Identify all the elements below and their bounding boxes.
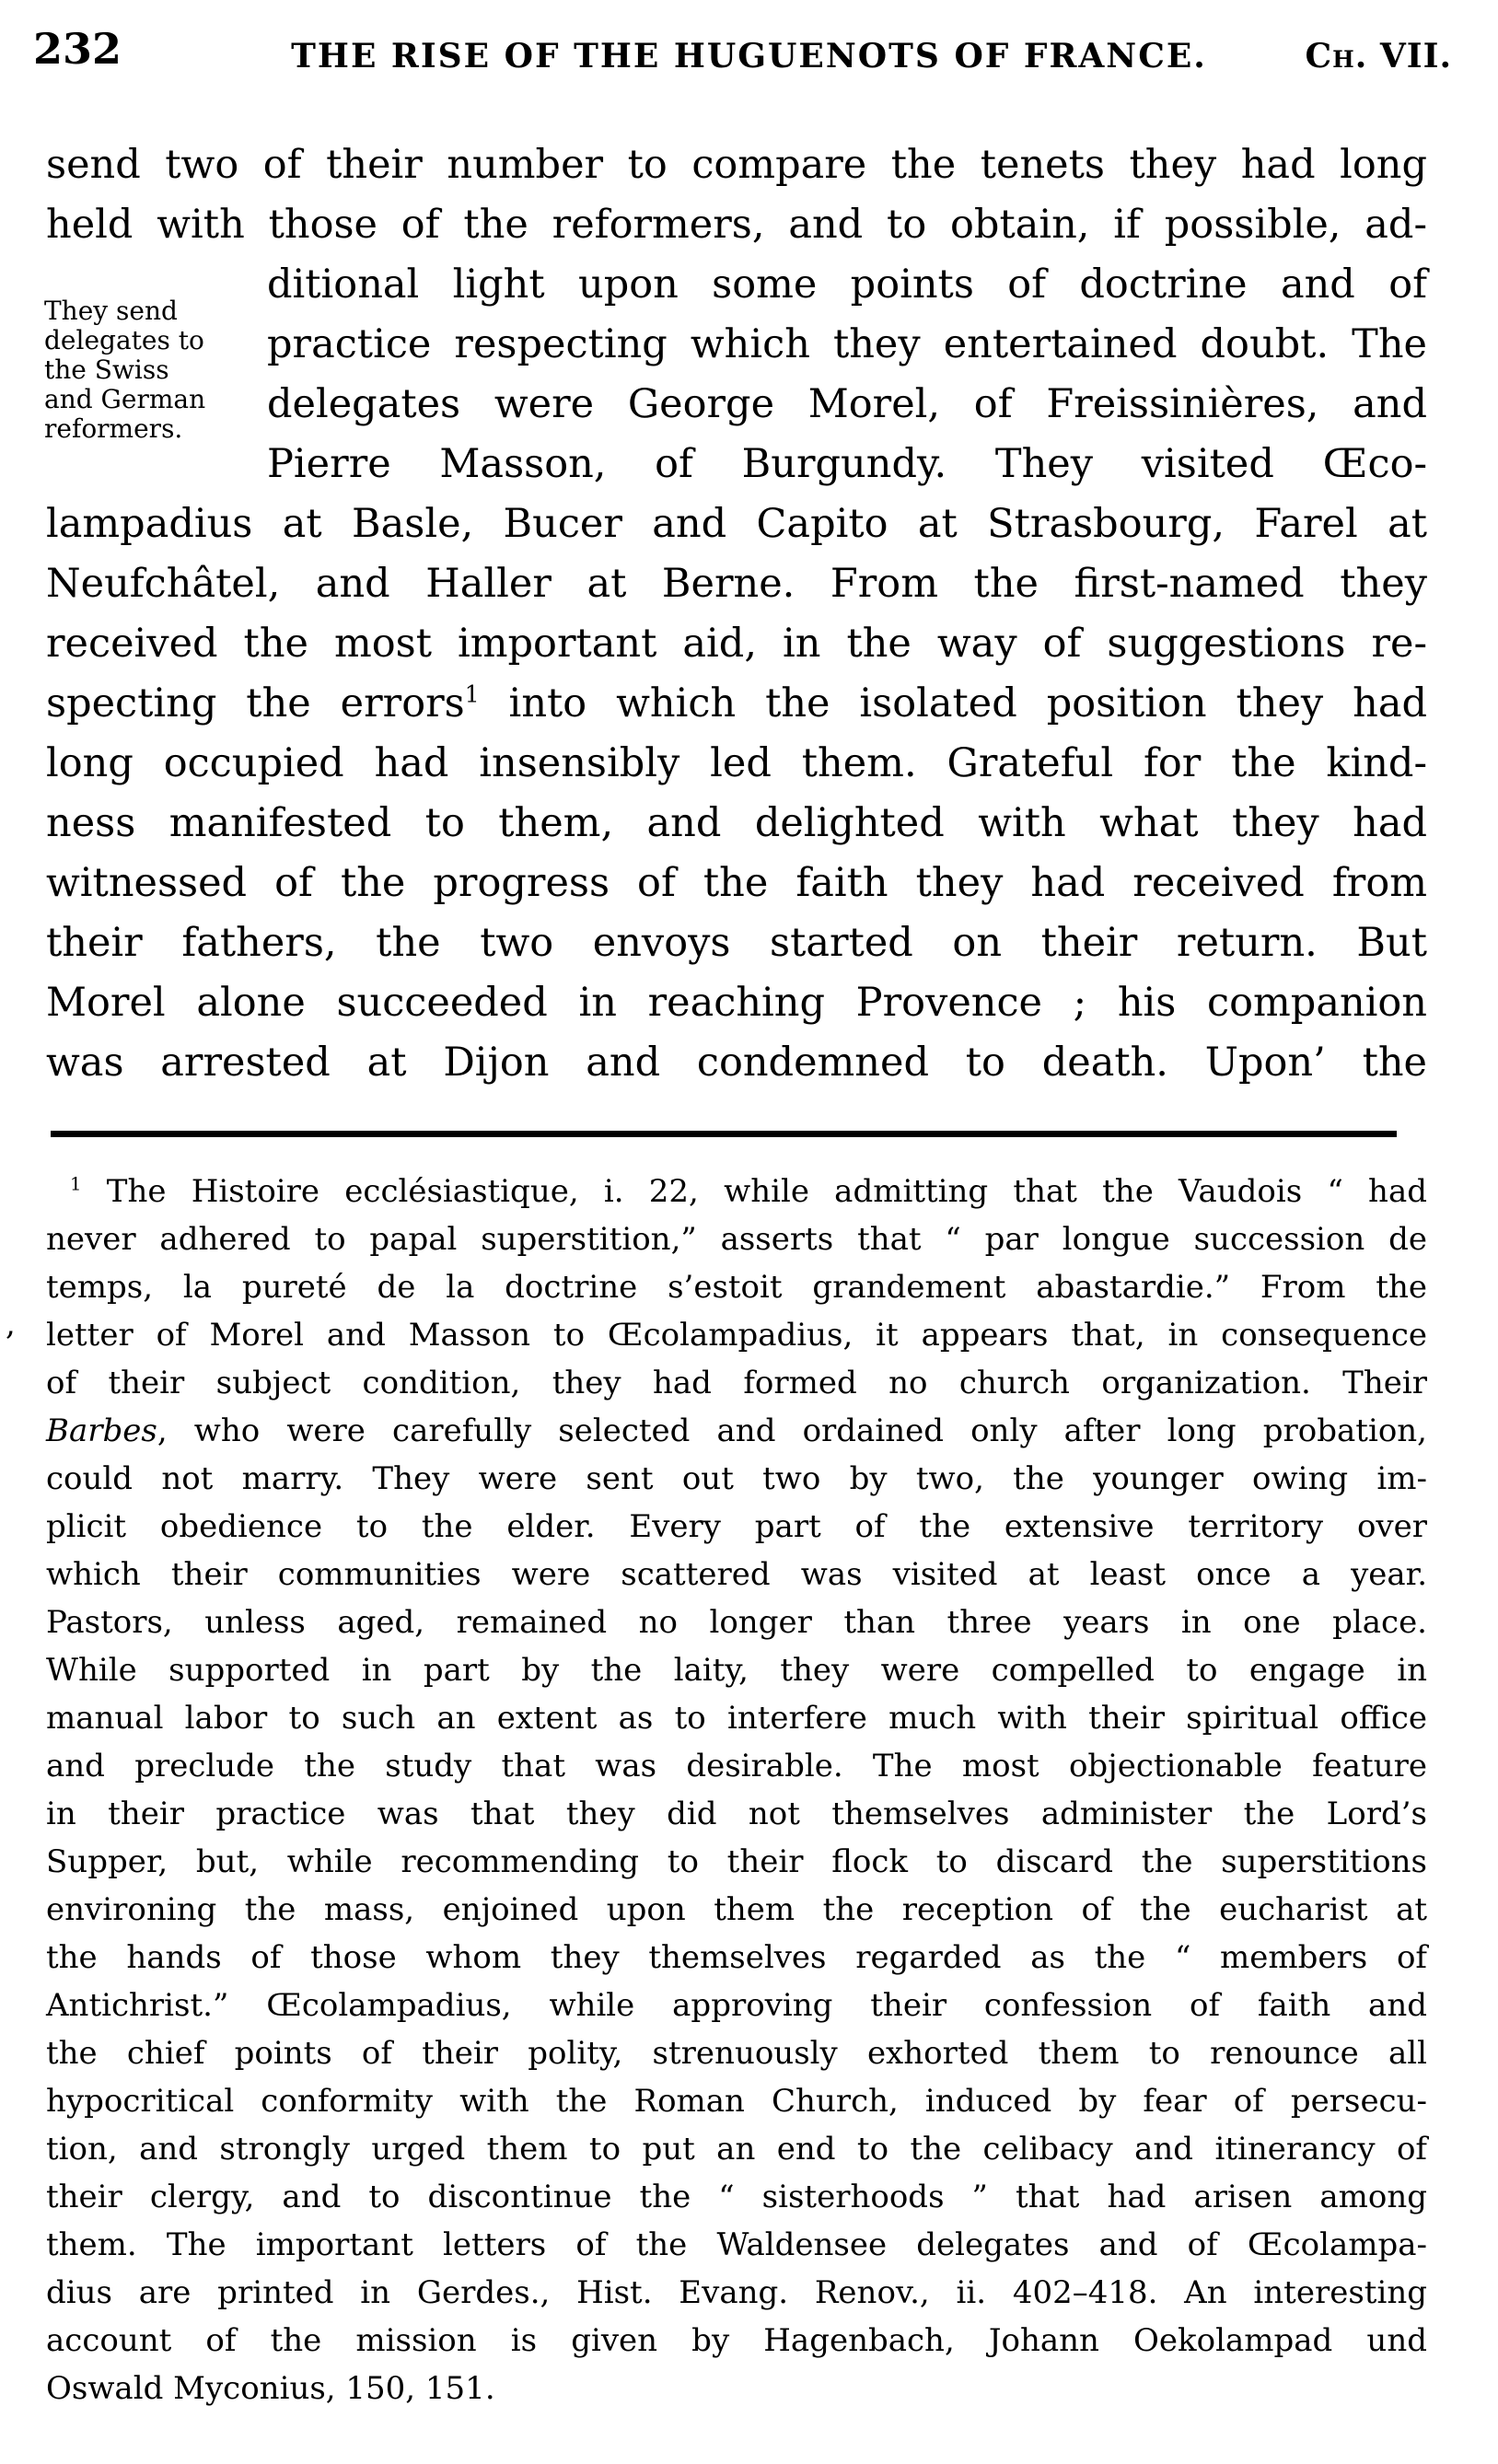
text-line: witnessed of the progress of the faith they had received from <box>46 860 1427 906</box>
text-line: Supper, but, while recommending to their flock to discard the superstitions <box>46 1843 1427 1880</box>
text-line: in their practice was that they did not themselves administer the Lord’s <box>46 1796 1427 1832</box>
text-line: letter of Morel and Masson to Œcolampadius, it appears that, in consequence <box>46 1317 1427 1354</box>
running-title: THE RISE OF THE HUGUENOTS OF FRANCE. <box>291 37 1207 76</box>
text-line: Neufchâtel, and Haller at Berne. From the first-named they <box>46 561 1427 607</box>
text-line: the hands of those whom they themselves regarded as the “ members of <box>46 1939 1427 1976</box>
text-line: hypocritical conformity with the Roman Church, induced by fear of persecu- <box>46 2083 1427 2120</box>
text-line: account of the mission is given by Hagenbach, Johann Oekolampad und <box>46 2322 1427 2359</box>
text-line: long occupied had insensibly led them. Grateful for the kind- <box>46 740 1427 786</box>
text-line: could not marry. They were sent out two by two, the younger owing im- <box>46 1460 1427 1497</box>
text-line: received the most important aid, in the way of suggestions re- <box>46 621 1427 667</box>
text-line: Barbes, who were carefully selected and ordained only after long probation, <box>46 1412 1427 1449</box>
paragraph-top <box>46 135 1427 255</box>
text-line: was arrested at Dijon and condemned to death. Upon’ the <box>46 1040 1427 1086</box>
text-line: They send <box>44 296 178 326</box>
text-line: practice respecting which they entertained doubt. The <box>267 321 1427 367</box>
text-line: delegates to <box>44 325 204 355</box>
text-line: tion, and strongly urged them to put an end to the celibacy and itinerancy of <box>46 2131 1427 2168</box>
text-line: While supported in part by the laity, they were compelled to engage in <box>46 1652 1427 1689</box>
text-line: plicit obedience to the elder. Every part of the extensive territory over <box>46 1508 1427 1545</box>
paragraph-indented <box>46 255 1427 494</box>
text-line: which their communities were scattered was visited at least once a year. <box>46 1556 1427 1593</box>
text-line: reformers. <box>44 413 183 444</box>
paragraph-bottom <box>46 494 1427 1093</box>
text-line: the chief points of their polity, strenuously exhorted them to renounce all <box>46 2035 1427 2072</box>
text-line: temps, la pureté de la doctrine s’estoit grandement abastardie.” From the <box>46 1269 1427 1306</box>
text-line: their fathers, the two envoys started on their return. But <box>46 920 1427 966</box>
text-line: the Swiss <box>44 354 169 385</box>
text-line: ditional light upon some points of doctrine and of <box>267 262 1427 308</box>
text-line: and German <box>44 384 206 414</box>
body-text <box>46 135 1427 1093</box>
chapter-label: Ch. VII. <box>1305 37 1452 76</box>
text-line: manual labor to such an extent as to interfere much with their spiritual office <box>46 1700 1427 1737</box>
page-number: 232 <box>33 24 122 74</box>
text-line: their clergy, and to discontinue the “ sisterhoods ” that had arisen among <box>46 2179 1427 2215</box>
text-line: environing the mass, enjoined upon them the reception of the eucharist at <box>46 1891 1427 1928</box>
text-line: held with those of the reformers, and to obtain, if possible, ad- <box>46 202 1427 248</box>
text-line: ness manifested to them, and delighted with what they had <box>46 800 1427 846</box>
text-line: Morel alone succeeded in reaching Provence ; his companion <box>46 980 1427 1026</box>
text-line: and preclude the study that was desirable. The most objectionable feature <box>46 1748 1427 1784</box>
text-line: dius are printed in Gerdes., Hist. Evang. Renov., ii. 402–418. An interesting <box>46 2274 1427 2311</box>
text-line: delegates were George Morel, of Freissinières, and <box>267 381 1427 427</box>
text-line: specting the errors$^1$ into which the isolated position they had <box>46 680 1428 726</box>
text-line: Antichrist.” Œcolampadius, while approving their confession of faith and <box>46 1987 1427 2024</box>
stray-mark: , <box>6 1306 16 1342</box>
text-line: send two of their number to compare the tenets they had long <box>46 142 1427 188</box>
text-line: never adhered to papal superstition,” asserts that “ par longue succession de <box>46 1221 1427 1258</box>
text-line: Oswald Myconius, 150, 151. <box>46 2370 495 2407</box>
text-line: of their subject condition, they had formed no church organization. Their <box>46 1365 1427 1401</box>
text-line: $^1$ The Histoire ecclésiastique, i. 22, while admitting that the Vaudois “ had <box>70 1173 1427 1210</box>
text-line: Pierre Masson, of Burgundy. They visited Œco- <box>267 441 1427 487</box>
text-line: them. The important letters of the Waldensee delegates and of Œcolampa- <box>46 2226 1427 2263</box>
text-line: Pastors, unless aged, remained no longer than three years in one place. <box>46 1604 1427 1641</box>
text-line: lampadius at Basle, Bucer and Capito at Strasbourg, Farel at <box>46 501 1427 547</box>
footnote-text <box>46 1168 1427 2412</box>
footnote-separator <box>51 1131 1397 1137</box>
